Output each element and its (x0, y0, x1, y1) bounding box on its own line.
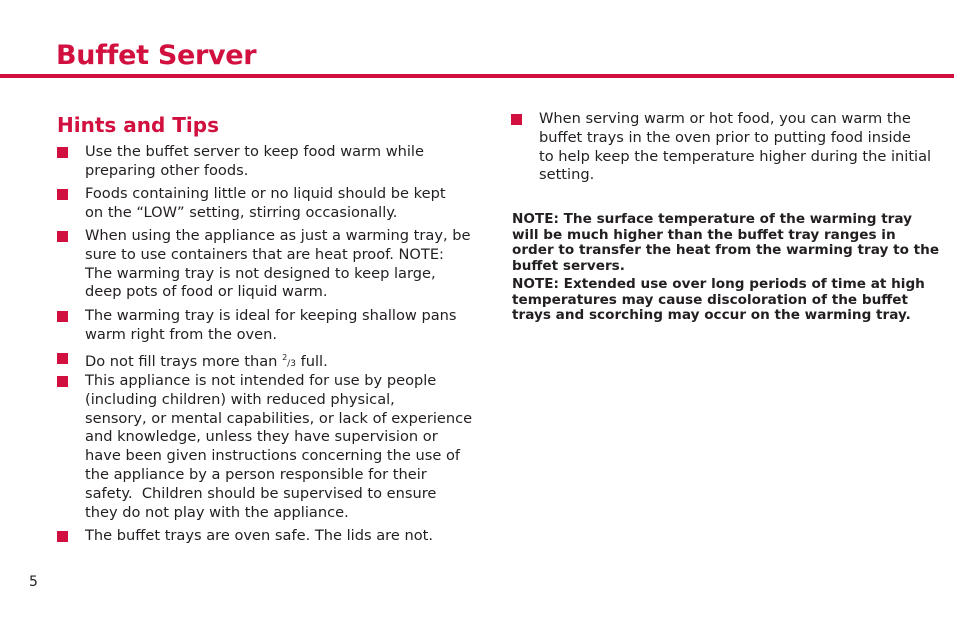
page-title: Buffet Server (56, 40, 257, 71)
text-line: (including children) with reduced physical, (85, 390, 395, 408)
text-line: trays and scorching may occur on the warming tray. (512, 307, 911, 324)
text-line: temperatures may cause discoloration of the buffet (512, 291, 909, 308)
list-item (539, 110, 931, 185)
text-line: The buffet trays are oven safe. The lids are not. (85, 527, 434, 544)
section-heading: Hints and Tips (57, 113, 219, 137)
list-item (85, 307, 457, 345)
text-line: The warming tray is not designed to keep large, (85, 264, 436, 282)
list-item (85, 143, 424, 181)
text-line: deep pots of food or liquid warm. (85, 283, 328, 301)
text-line: warm right from the oven. (85, 325, 278, 343)
text-line (85, 349, 328, 374)
text-line: Use the buffet server to keep food warm while (85, 143, 424, 160)
text-line: sure to use containers that are heat proof. NOTE: (85, 245, 444, 263)
bullet-icon (57, 353, 68, 364)
bullet-icon (57, 376, 68, 387)
text-after: full. (295, 353, 328, 370)
text-line: will be much higher than the buffet tray ranges in (512, 226, 896, 243)
bullet-icon (57, 311, 68, 322)
text-before: Do not fill trays more than (85, 353, 283, 370)
text-line: NOTE: The surface temperature of the warming tray (512, 211, 913, 227)
text-line: When using the appliance as just a warming tray, be (85, 227, 471, 244)
text-line: they do not play with the appliance. (85, 503, 349, 521)
text-line: The warming tray is ideal for keeping shallow pans (85, 307, 457, 324)
text-line: safety. Children should be supervised to ensure (85, 484, 437, 502)
list-item (85, 372, 472, 522)
bullet-icon (57, 531, 68, 542)
bullet-icon (57, 231, 68, 242)
list-item (85, 527, 433, 546)
text-line: the appliance by a person responsible for their (85, 465, 427, 483)
list-item (85, 349, 328, 374)
note-surface-temperature (512, 212, 939, 274)
text-line: This appliance is not intended for use by people (85, 372, 437, 389)
text-line: buffet servers. (512, 257, 625, 274)
text-line: setting. (539, 166, 595, 184)
fraction-numerator: 2 (282, 353, 288, 362)
fraction-slash: / (287, 359, 291, 369)
text-line: and knowledge, unless they have supervision or (85, 428, 438, 446)
fraction-denominator: 3 (290, 359, 296, 369)
text-line: sensory, or mental capabilities, or lack of experience (85, 409, 473, 427)
text-line: Foods containing little or no liquid should be kept (85, 185, 446, 202)
text-line: to help keep the temperature higher during the initial (539, 147, 932, 165)
text-line: When serving warm or hot food, you can warm the (539, 110, 911, 127)
title-divider (0, 74, 954, 78)
text-line: preparing other foods. (85, 161, 249, 179)
text-line: on the “LOW” setting, stirring occasionally. (85, 203, 398, 221)
text-line: order to transfer the heat from the warming tray to the (512, 242, 940, 259)
bullet-icon (511, 114, 522, 125)
text-line: buffet trays in the oven prior to putting food inside (539, 128, 911, 146)
list-item (85, 227, 471, 302)
text-line: have been given instructions concerning the use of (85, 447, 461, 465)
note-discoloration (512, 277, 925, 324)
page-number: 5 (29, 574, 38, 590)
bullet-icon (57, 189, 68, 200)
text-line: NOTE: Extended use over long periods of time at high (512, 276, 925, 292)
bullet-icon (57, 147, 68, 158)
list-item (85, 185, 446, 223)
fraction (282, 353, 296, 369)
